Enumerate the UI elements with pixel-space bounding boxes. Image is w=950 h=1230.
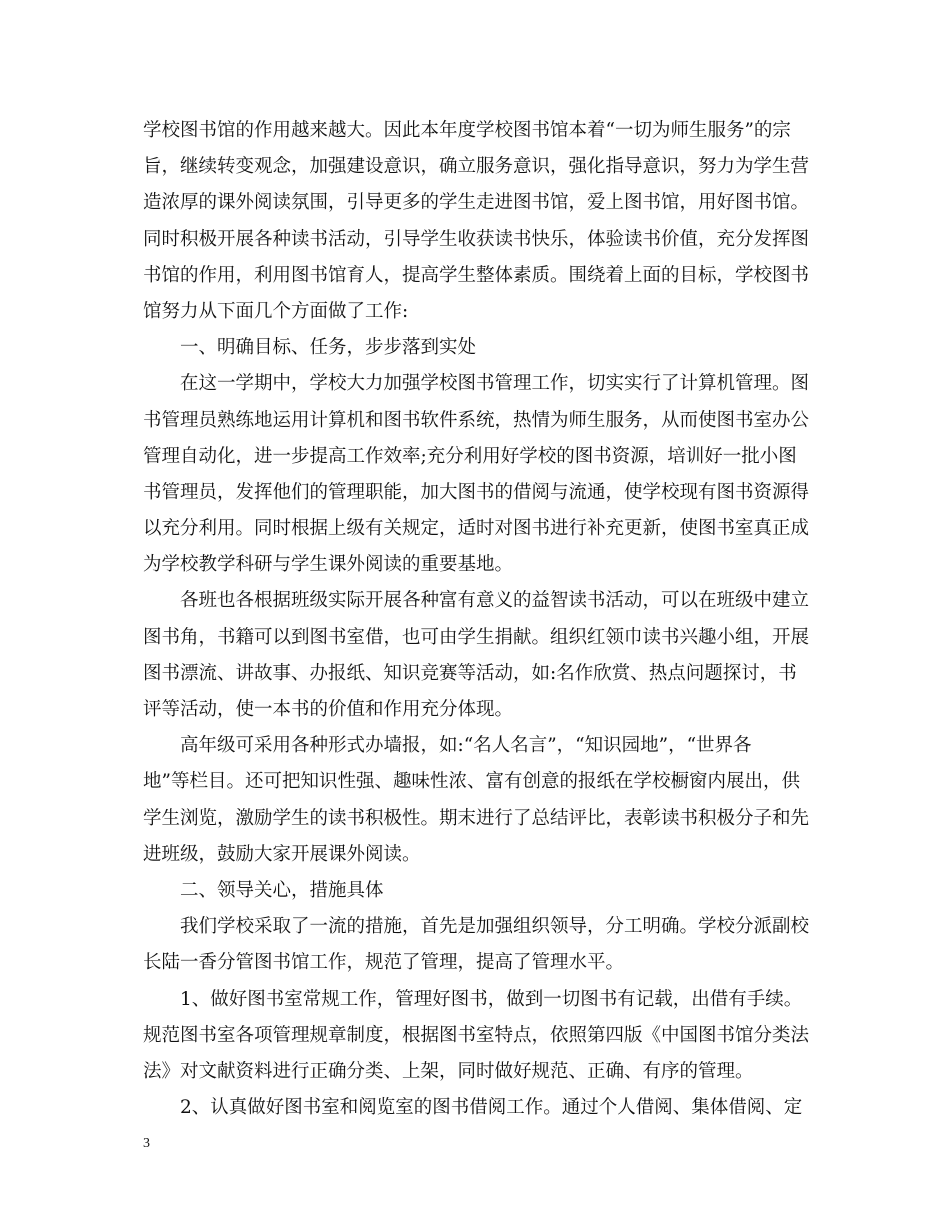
document-body <box>143 113 811 1126</box>
page-number: 3 <box>143 1136 150 1151</box>
text-line: 规范图书室各项管理规章制度，根据图书室特点，依照第四版《中国图书馆分类法 <box>143 1024 810 1046</box>
text-line: 1、做好图书室常规工作，管理好图书，做到一切图书有记载，出借有手续。 <box>180 988 803 1010</box>
text-line: 各班也各根据班级实际开展各种富有意义的益智读书活动，可以在班级中建立 <box>180 590 810 612</box>
text-line: 法》对文献资料进行正确分类、上架，同时做好规范、正确、有序的管理。 <box>143 1060 754 1082</box>
text-line: 地”等栏目。还可把知识性强、趣味性浓、富有创意的报纸在学校橱窗内展出，供 <box>143 771 800 793</box>
text-line: 一、明确目标、任务，步步落到实处 <box>180 337 477 359</box>
text-line: 图书漂流、讲故事、办报纸、知识竞赛等活动，如:名作欣赏、热点问题探讨，书 <box>143 662 797 684</box>
text-line: 管理自动化，进一步提高工作效率;充分利用好学校的图书资源，培训好一批小图 <box>143 445 797 467</box>
text-line: 以充分利用。同时根据上级有关规定，适时对图书进行补充更新，使图书室真正成 <box>143 518 810 540</box>
text-line: 书管理员，发挥他们的管理职能，加大图书的借阅与流通，使学校现有图书资源得 <box>143 481 810 503</box>
text-line: 学校图书馆的作用越来越大。因此本年度学校图书馆本着“一切为师生服务”的宗 <box>143 120 791 141</box>
text-line: 学生浏览，激励学生的读书积极性。期末进行了总结评比，表彰读书积极分子和先 <box>143 807 810 829</box>
text-line: 在这一学期中，学校大力加强学校图书管理工作，切实实行了计算机管理。图 <box>180 373 810 395</box>
text-line: 同时积极开展各种读书活动，引导学生收获读书快乐，体验读书价值，充分发挥图 <box>143 228 810 250</box>
text-line: 为学校教学科研与学生课外阅读的重要基地。 <box>143 554 514 576</box>
text-line: 2、认真做好图书室和阅览室的图书借阅工作。通过个人借阅、集体借阅、定 <box>180 1097 803 1119</box>
text-line: 书管理员熟练地运用计算机和图书软件系统，热情为师生服务，从而使图书室办公 <box>143 409 810 431</box>
text-line: 馆努力从下面几个方面做了工作: <box>143 300 409 322</box>
text-line: 二、领导关心，措施具体 <box>180 879 384 901</box>
text-line: 长陆一香分管图书馆工作，规范了管理，提高了管理水平。 <box>143 952 625 974</box>
text-line: 造浓厚的课外阅读氛围，引导更多的学生走进图书馆，爱上图书馆，用好图书馆。 <box>143 192 810 214</box>
text-line: 评等活动，使一本书的价值和作用充分体现。 <box>143 699 514 720</box>
text-line: 图书角，书籍可以到图书室借，也可由学生捐献。组织红领巾读书兴趣小组，开展 <box>143 626 810 648</box>
text-line: 旨，继续转变观念，加强建设意识，确立服务意识，强化指导意识，努力为学生营 <box>143 156 810 178</box>
text-line: 书馆的作用，利用图书馆育人，提高学生整体素质。围绕着上面的目标，学校图书 <box>143 264 810 286</box>
text-line: 我们学校采取了一流的措施，首先是加强组织领导，分工明确。学校分派副校 <box>180 916 810 938</box>
text-line: 进班级，鼓励大家开展课外阅读。 <box>143 843 421 865</box>
text-line: 高年级可采用各种形式办墙报，如:“名人名言”，“知识园地”，“世界各 <box>180 735 752 757</box>
